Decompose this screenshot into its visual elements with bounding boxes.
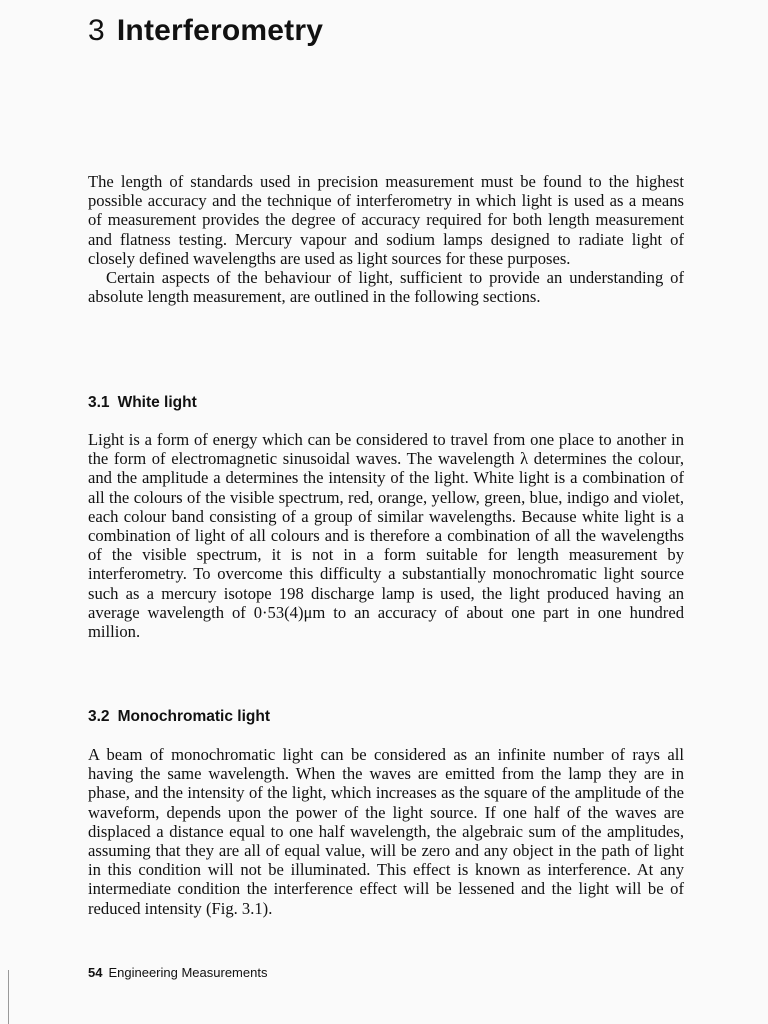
intro-paragraph-2: Certain aspects of the behaviour of light, sufficient to provide an understanding of absolute length measurement, are outlined in the following sections.	[88, 268, 684, 307]
section-paragraph: Light is a form of energy which can be considered to travel from one place to another in the form of electromagnetic sinusoidal waves. The wavelength λ determines the colour, and the amplitude a determines the intensity of the light. White light is a combination of all the colours of the visible spectrum, red, orange, yellow, green, blue, indigo and violet, each colour band consisting of a group of similar wavelengths. Because white light is a combination of light of all colours and is therefore a combination of all the wavelengths of the visible spectrum, it is not in a form suitable for length measurement by interferometry. To overcome this difficulty a substantially monochromatic light source such as a mercury isotope 198 discharge lamp is used, the light produced having an average wavelength of 0·53(4)μm to an accuracy of about one part in one hundred million.	[88, 430, 684, 642]
section-title: Monochromatic light	[117, 708, 270, 725]
section-paragraph: A beam of monochromatic light can be considered as an infinite number of rays all having the same wavelength. When the waves are emitted from the lamp they are in phase, and the intensity of the light, which increases as the square of the amplitude of the waveform, depends upon the power of the light source. If one half of the waves are displaced a distance equal to one half wavelength, the algebraic sum of the amplitudes, assuming that they are all of equal value, will be zero and any object in the path of light in this condition will not be illuminated. This effect is known as interference. At any intermediate condition the interference effect will be lessened and the light will be of reduced intensity (Fig. 3.1).	[88, 745, 684, 918]
running-footer-title: Engineering Measurements	[108, 965, 268, 980]
intro-paragraph-1: The length of standards used in precision measurement must be found to the highest possible accuracy and the technique of interferometry in which light is used as a means of measurement provides the degree of accuracy required for both length measurement and flatness testing. Mercury vapour and sodium lamps designed to radiate light of closely defined wavelengths are used as light sources for these purposes.	[88, 172, 684, 268]
section-heading-3-1	[88, 394, 197, 412]
chapter-title	[88, 14, 323, 48]
scan-edge-line	[8, 970, 9, 1024]
intro-text	[88, 172, 684, 306]
section-title: White light	[117, 394, 197, 411]
page-number: 54	[88, 965, 103, 980]
section-number: 3.1	[88, 394, 110, 411]
chapter-number: 3	[88, 14, 105, 47]
chapter-title-text: Interferometry	[116, 14, 324, 47]
page-footer	[88, 965, 267, 980]
section-3-1-text	[88, 430, 684, 641]
section-3-2-text	[88, 745, 684, 918]
section-number: 3.2	[88, 708, 110, 725]
section-heading-3-2	[88, 708, 270, 726]
